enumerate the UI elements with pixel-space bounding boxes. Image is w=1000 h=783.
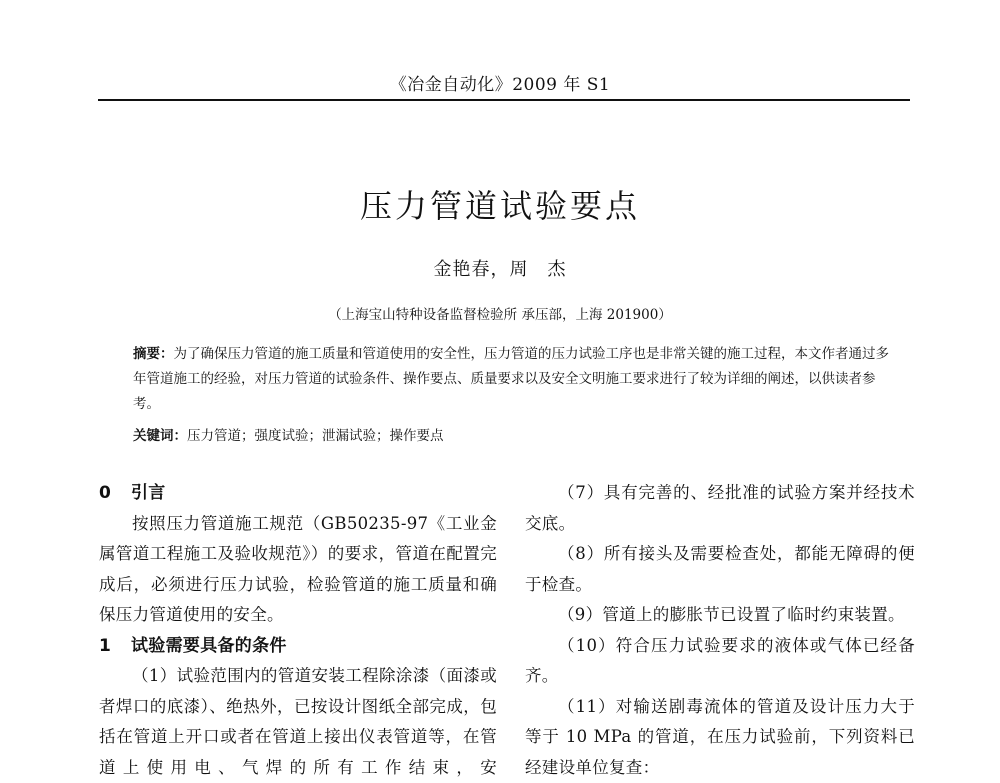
paper-title: 压力管道试验要点 xyxy=(0,181,1000,227)
right-column xyxy=(525,478,915,783)
affiliation: （上海宝山特种设备监督检验所 承压部，上海 201900） xyxy=(0,303,1000,323)
abstract-label: 摘要： xyxy=(133,346,174,362)
section-0-paragraph: 按照压力管道施工规范（GB50235-97《工业金属管道工程施工及验收规范》）的要求，管道在配置完成后，必须进行压力试验，检验管道的施工质量和确保压力管道使用的安全。 xyxy=(99,509,497,631)
abstract xyxy=(133,342,893,417)
section-0-heading xyxy=(99,478,497,509)
keywords-text: 压力管道；强度试验；泄漏试验；操作要点 xyxy=(187,428,444,444)
journal-header: 《冶金自动化》2009 年 S1 xyxy=(0,70,1000,95)
authors: 金艳春，周 杰 xyxy=(0,255,1000,281)
section-1-paragraph: （1）试验范围内的管道安装工程除涂漆（面漆或者焊口的底漆）、绝热外，已按设计图纸全部完成，包括在管道上开口或者在管道上接出仪表管道等，在管道上使用电、气焊的所有工作结束，安 xyxy=(99,661,497,783)
paragraph-9: （9）管道上的膨胀节已设置了临时约束装置。 xyxy=(525,600,915,631)
keywords xyxy=(133,424,893,449)
paragraph-8: （8）所有接头及需要检查处，都能无障碍的便于检查。 xyxy=(525,539,915,600)
section-0-title: 引言 xyxy=(131,483,166,503)
paragraph-7: （7）具有完善的、经批准的试验方案并经技术交底。 xyxy=(525,478,915,539)
keywords-label: 关键词： xyxy=(133,428,187,444)
section-1-heading xyxy=(99,631,497,662)
abstract-text: 为了确保压力管道的施工质量和管道使用的安全性，压力管道的压力试验工序也是非常关键的施工过程，本文作者通过多年管道施工的经验，对压力管道的试验条件、操作要点、质量要求以及安全文明施工要求进行了较为详细的阐述，以供读者参考。 xyxy=(133,346,889,412)
section-1-title: 试验需要具备的条件 xyxy=(131,636,287,656)
section-0-number: 0 xyxy=(99,478,131,509)
left-column xyxy=(99,478,497,783)
header-rule xyxy=(98,99,910,101)
paragraph-10: （10）符合压力试验要求的液体或气体已经备齐。 xyxy=(525,631,915,692)
section-1-number: 1 xyxy=(99,631,131,662)
paragraph-11: （11）对输送剧毒流体的管道及设计压力大于等于 10 MPa 的管道，在压力试验前，下列资料已经建设单位复查： xyxy=(525,692,915,783)
